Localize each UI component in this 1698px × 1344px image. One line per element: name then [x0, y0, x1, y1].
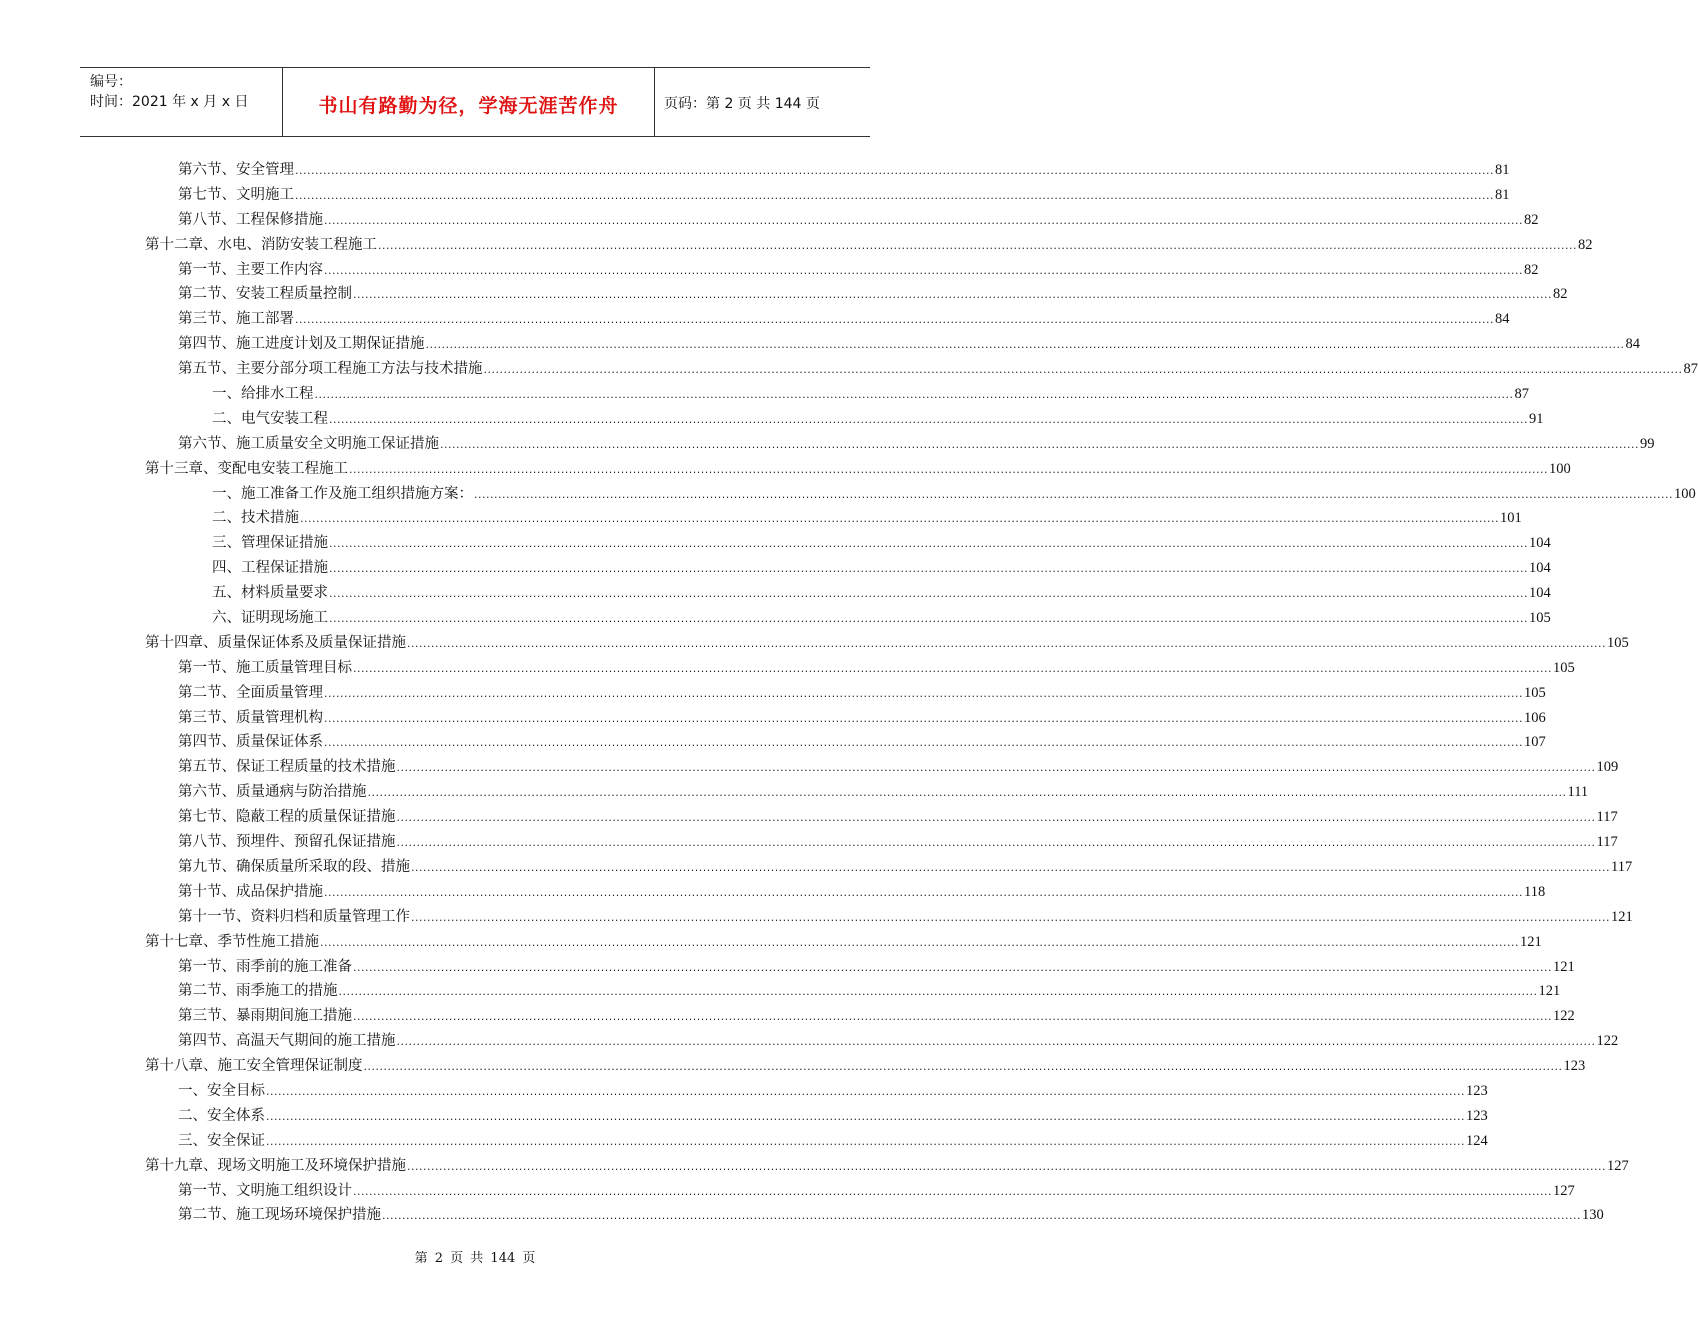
toc-entry-title: 第一节、雨季前的施工准备 [178, 958, 352, 975]
toc-entry-title: 第十二章、水电、消防安装工程施工 [145, 236, 377, 253]
toc-leader-dots: ............................................................................................................................................................................................................................................................................................................ [353, 1184, 1552, 1198]
toc-entry[interactable] [0, 681, 1546, 706]
toc-entry-page: 105 [1523, 684, 1546, 701]
toc-entry-page: 109 [1596, 759, 1619, 776]
toc-entry-number: 第一节、 [178, 659, 236, 676]
toc-entry-page: 84 [1625, 336, 1640, 353]
toc-entry-number: 第五节、 [178, 361, 236, 378]
toc-leader-dots: ............................................................................................................................................................................................................................................................................................................ [440, 437, 1639, 451]
toc-leader-dots: ............................................................................................................................................................................................................................................................................................................ [329, 412, 1528, 426]
toc-entry-title: 施工进度计划及工期保证措施 [236, 336, 425, 353]
toc-entry[interactable] [0, 531, 1551, 556]
toc-entry-title: 第一节、文明施工组织设计 [178, 1182, 352, 1199]
toc-entry-page: 122 [1552, 1008, 1575, 1025]
toc-entry-page: 123 [1465, 1082, 1488, 1099]
toc-entry[interactable] [0, 1079, 1488, 1104]
header-motto: 书山有路勤为径，学海无涯苦作舟 [318, 95, 619, 117]
document-date: 时间：2021 年 x 月 x 日 [90, 94, 249, 110]
toc-entry[interactable] [0, 307, 1510, 332]
toc-entry[interactable] [0, 656, 1575, 681]
toc-leader-dots: ............................................................................................................................................................................................................................................................................................................ [353, 960, 1552, 974]
toc-entry-title: 第四节、高温天气期间的施工措施 [178, 1033, 396, 1050]
toc-entry-title: 三、管理保证措施 [212, 535, 328, 552]
toc-entry-title: 主要分部分项工程施工方法与技术措施 [236, 361, 483, 378]
toc-entry[interactable] [0, 606, 1551, 631]
toc-entry-title: 第二节、雨季施工的措施 [178, 983, 338, 1000]
toc-entry[interactable] [0, 332, 1640, 357]
toc-entry-page: 82 [1552, 286, 1568, 303]
toc-entry-title: 施工质量安全文明施工保证措施 [236, 435, 439, 452]
toc-entry-page: 117 [1596, 809, 1618, 826]
toc-entry-page: 100 [1548, 460, 1571, 477]
toc-entry-title: 三、安全保证 [178, 1132, 265, 1149]
toc-entry-page: 123 [1465, 1107, 1488, 1124]
toc-entry[interactable] [0, 282, 1568, 307]
toc-entry-page: 84 [1494, 311, 1510, 328]
toc-entry[interactable] [0, 482, 1696, 507]
toc-entry[interactable] [0, 805, 1618, 830]
toc-leader-dots: ............................................................................................................................................................................................................................................................................................................ [324, 686, 1523, 700]
toc-entry-title: 二、安全体系 [178, 1107, 265, 1124]
toc-leader-dots: ............................................................................................................................................................................................................................................................................................................ [324, 213, 1523, 227]
toc-entry-page: 122 [1596, 1033, 1619, 1050]
toc-entry-page: 117 [1610, 858, 1633, 875]
toc-leader-dots: ............................................................................................................................................................................................................................................................................................................ [474, 487, 1673, 501]
toc-leader-dots: ............................................................................................................................................................................................................................................................................................................ [396, 811, 1596, 825]
toc-entry-title: 质量保证体系 [236, 734, 323, 751]
document-number-label: 编号： [90, 74, 132, 90]
toc-entry-title: 第二节、施工现场环境保护措施 [178, 1207, 381, 1224]
toc-leader-dots: ............................................................................................................................................................................................................................................................................................................ [324, 263, 1523, 277]
toc-entry-page: 81 [1494, 186, 1510, 203]
toc-entry-number: 第四节、 [178, 336, 236, 353]
toc-entry-number: 第三节、 [178, 709, 236, 726]
toc-leader-dots: ............................................................................................................................................................................................................................................................................................................ [320, 935, 1519, 949]
toc-entry-title: 全面质量管理 [236, 684, 323, 701]
page-footer: 第 2 页 共 144 页 [414, 1251, 536, 1266]
toc-entry-title: 工程保修措施 [236, 211, 323, 228]
toc-entry-page: 105 [1606, 634, 1629, 651]
toc-entry[interactable] [0, 855, 1633, 880]
toc-entry[interactable] [0, 755, 1619, 780]
toc-entry-page: 121 [1538, 983, 1561, 1000]
toc-entry[interactable] [0, 183, 1510, 208]
toc-entry[interactable] [0, 1203, 1604, 1228]
toc-entry-title: 施工准备工作及施工组织措施方案： [241, 485, 473, 502]
toc-entry-number: 一、 [212, 485, 241, 502]
toc-leader-dots: ............................................................................................................................................................................................................................................................................................................ [407, 1159, 1606, 1173]
toc-leader-dots: ............................................................................................................................................................................................................................................................................................................ [353, 661, 1552, 675]
toc-entry-page: 81 [1494, 162, 1510, 178]
toc-entry[interactable] [0, 457, 1571, 482]
table-of-contents [0, 158, 1698, 1228]
toc-entry[interactable] [0, 1154, 1629, 1179]
toc-leader-dots: ............................................................................................................................................................................................................................................................................................................ [329, 537, 1528, 551]
toc-leader-dots: ............................................................................................................................................................................................................................................................................................................ [295, 164, 1494, 177]
toc-entry-page: 105 [1528, 610, 1551, 627]
toc-leader-dots: ............................................................................................................................................................................................................................................................................................................ [411, 910, 1610, 924]
toc-entry-page: 127 [1552, 1182, 1575, 1199]
toc-entry-title: 第九节、确保质量所采取的段、措施 [178, 858, 410, 875]
toc-entry-title: 第五节、保证工程质量的技术措施 [178, 759, 396, 776]
toc-entry[interactable] [0, 432, 1655, 457]
toc-leader-dots: ............................................................................................................................................................................................................................................................................................................ [329, 562, 1528, 576]
toc-entry[interactable] [0, 506, 1522, 531]
toc-leader-dots: ............................................................................................................................................................................................................................................................................................................ [483, 363, 1683, 377]
toc-leader-dots: ............................................................................................................................................................................................................................................................................................................ [396, 761, 1596, 775]
toc-entry-title: 第十八章、施工安全管理保证制度 [145, 1058, 363, 1075]
toc-entry-title: 二、技术措施 [212, 510, 299, 527]
page-header [80, 67, 870, 137]
toc-entry[interactable] [0, 233, 1593, 258]
toc-entry[interactable] [0, 556, 1551, 581]
toc-entry-page: 124 [1465, 1132, 1488, 1149]
toc-leader-dots: ............................................................................................................................................................................................................................................................................................................ [295, 188, 1494, 202]
toc-leader-dots: ............................................................................................................................................................................................................................................................................................................ [353, 288, 1552, 302]
toc-entry-title: 第三节、暴雨期间施工措施 [178, 1008, 352, 1025]
toc-entry-page: 121 [1610, 908, 1633, 925]
toc-entry-title: 第七节、隐蔽工程的质量保证措施 [178, 809, 396, 826]
toc-entry-number: 一、 [212, 386, 241, 403]
toc-leader-dots: ............................................................................................................................................................................................................................................................................................................ [396, 836, 1596, 850]
toc-entry-page: 111 [1567, 784, 1589, 801]
toc-entry-page: 118 [1523, 883, 1546, 900]
toc-leader-dots: ............................................................................................................................................................................................................................................................................................................ [329, 587, 1528, 601]
toc-entry[interactable] [0, 258, 1539, 283]
toc-entry-page: 121 [1552, 958, 1575, 975]
toc-entry-page: 101 [1499, 510, 1522, 527]
toc-entry[interactable] [0, 955, 1575, 980]
header-divider [654, 68, 655, 136]
toc-entry-page: 127 [1606, 1157, 1629, 1174]
toc-entry[interactable] [0, 581, 1551, 606]
toc-entry-number: 第六节、 [178, 162, 236, 178]
toc-leader-dots: ............................................................................................................................................................................................................................................................................................................ [363, 1060, 1563, 1074]
toc-leader-dots: ............................................................................................................................................................................................................................................................................................................ [407, 636, 1606, 650]
toc-entry-page: 99 [1639, 435, 1655, 452]
toc-leader-dots: ............................................................................................................................................................................................................................................................................................................ [324, 885, 1523, 899]
toc-entry-page: 104 [1528, 585, 1551, 602]
toc-entry-title: 第二节、安装工程质量控制 [178, 286, 352, 303]
toc-entry[interactable] [0, 780, 1589, 805]
toc-entry[interactable] [0, 730, 1546, 755]
toc-entry-title: 第八节、预埋件、预留孔保证措施 [178, 834, 396, 851]
toc-entry-page: 87 [1514, 386, 1529, 403]
toc-entry-number: 第八节、 [178, 211, 236, 228]
toc-entry-page: 121 [1519, 933, 1542, 950]
toc-entry-title: 四、工程保证措施 [212, 560, 328, 577]
toc-entry-page: 87 [1683, 361, 1698, 378]
toc-entry-title: 第一节、主要工作内容 [178, 261, 323, 278]
toc-leader-dots: ............................................................................................................................................................................................................................................................................................................ [353, 1010, 1552, 1024]
toc-entry-title: 第十七章、季节性施工措施 [145, 933, 319, 950]
toc-entry-title: 第三节、施工部署 [178, 311, 294, 328]
toc-entry-number: 第七节、 [178, 186, 236, 203]
toc-entry-page: 104 [1528, 535, 1551, 552]
toc-entry-page: 104 [1528, 560, 1551, 577]
toc-leader-dots: ............................................................................................................................................................................................................................................................................................................ [411, 860, 1610, 874]
toc-entry-page: 105 [1552, 659, 1575, 676]
toc-entry-page: 82 [1523, 211, 1539, 228]
toc-entry-title: 文明施工 [236, 186, 294, 203]
toc-entry-number: 第二节、 [178, 684, 236, 701]
toc-entry[interactable] [0, 830, 1618, 855]
toc-leader-dots: ............................................................................................................................................................................................................................................................................................................ [338, 985, 1538, 999]
toc-entry-title: 给排水工程 [241, 386, 314, 403]
toc-entry[interactable] [0, 1054, 1586, 1079]
header-meta [90, 72, 248, 112]
toc-entry-title: 第十九章、现场文明施工及环境保护措施 [145, 1157, 406, 1174]
toc-leader-dots: ............................................................................................................................................................................................................................................................................................................ [396, 1035, 1596, 1049]
toc-entry-title: 施工质量管理目标 [236, 659, 352, 676]
toc-entry-title: 第十三章、变配电安装工程施工 [145, 460, 348, 477]
toc-entry[interactable] [0, 979, 1561, 1004]
toc-entry-title: 五、材料质量要求 [212, 585, 328, 602]
toc-entry[interactable] [0, 1179, 1575, 1204]
toc-leader-dots: ............................................................................................................................................................................................................................................................................................................ [314, 388, 1514, 402]
toc-entry-page: 123 [1563, 1058, 1586, 1075]
toc-entry-title: 质量管理机构 [236, 709, 323, 726]
toc-leader-dots: ............................................................................................................................................................................................................................................................................................................ [266, 1084, 1465, 1098]
toc-leader-dots: ............................................................................................................................................................................................................................................................................................................ [382, 1209, 1581, 1223]
toc-leader-dots: ............................................................................................................................................................................................................................................................................................................ [266, 1109, 1465, 1123]
toc-entry-page: 91 [1528, 410, 1544, 427]
toc-entry-page: 130 [1581, 1207, 1604, 1224]
toc-entry[interactable] [0, 382, 1529, 407]
toc-entry-page: 106 [1523, 709, 1546, 726]
toc-entry-number: 第六节、 [178, 435, 236, 452]
toc-entry[interactable] [0, 1029, 1619, 1054]
toc-entry[interactable] [0, 1129, 1488, 1154]
toc-leader-dots: ............................................................................................................................................................................................................................................................................................................ [378, 238, 1577, 252]
toc-entry[interactable] [0, 208, 1539, 233]
toc-leader-dots: ............................................................................................................................................................................................................................................................................................................ [295, 313, 1494, 327]
toc-entry-title: 第六节、质量通病与防治措施 [178, 784, 367, 801]
toc-entry[interactable] [0, 880, 1546, 905]
toc-entry-title: 安全管理 [236, 162, 294, 178]
toc-entry-number: 第四节、 [178, 734, 236, 751]
toc-entry[interactable] [0, 158, 1510, 183]
toc-entry-title: 二、电气安装工程 [212, 410, 328, 427]
toc-entry[interactable] [0, 930, 1542, 955]
toc-entry[interactable] [0, 1004, 1575, 1029]
toc-entry[interactable] [0, 706, 1546, 731]
toc-entry-page: 107 [1523, 734, 1546, 751]
toc-entry-title: 第十一节、资料归档和质量管理工作 [178, 908, 410, 925]
toc-entry-page: 82 [1523, 261, 1539, 278]
toc-entry-page: 100 [1673, 485, 1696, 502]
toc-entry-title: 第十四章、质量保证体系及质量保证措施 [145, 634, 406, 651]
toc-entry-page: 117 [1596, 834, 1618, 851]
toc-entry-title: 第十节、成品保护措施 [178, 883, 323, 900]
toc-entry[interactable] [0, 905, 1633, 930]
toc-leader-dots: ............................................................................................................................................................................................................................................................................................................ [425, 338, 1625, 352]
toc-leader-dots: ............................................................................................................................................................................................................................................................................................................ [329, 612, 1528, 626]
toc-entry[interactable] [0, 1104, 1488, 1129]
toc-leader-dots: ............................................................................................................................................................................................................................................................................................................ [349, 462, 1548, 476]
toc-leader-dots: ............................................................................................................................................................................................................................................................................................................ [300, 512, 1499, 526]
header-page-info: 页码：第 2 页 共 144 页 [664, 96, 820, 112]
toc-entry-title: 一、安全目标 [178, 1082, 265, 1099]
toc-entry[interactable] [0, 407, 1544, 432]
toc-entry[interactable] [0, 631, 1629, 656]
toc-entry-page: 82 [1577, 236, 1593, 253]
toc-leader-dots: ............................................................................................................................................................................................................................................................................................................ [266, 1134, 1465, 1148]
toc-leader-dots: ............................................................................................................................................................................................................................................................................................................ [367, 786, 1567, 800]
toc-leader-dots: ............................................................................................................................................................................................................................................................................................................ [324, 736, 1523, 750]
toc-leader-dots: ............................................................................................................................................................................................................................................................................................................ [324, 711, 1523, 725]
toc-entry-title: 六、证明现场施工 [212, 610, 328, 627]
toc-entry[interactable] [0, 357, 1698, 382]
